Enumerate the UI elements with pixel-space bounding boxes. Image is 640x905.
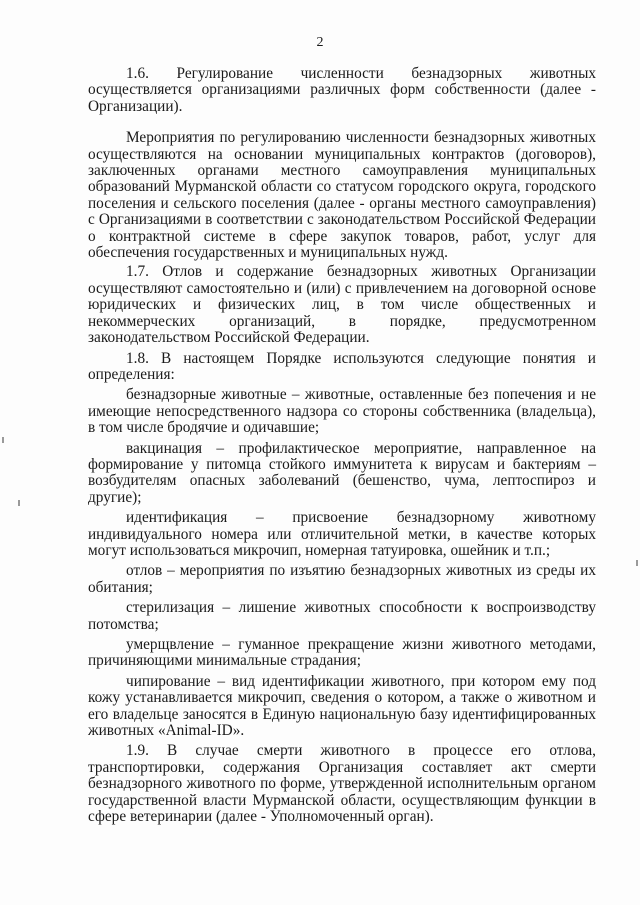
paragraph-1-6-measures: Мероприятия по регулированию численности безнадзорных животных осуществляются на основании муниципальных контрактов (договоров), заключенных органами местного самоуправления муниципальных образований Мурманской области со статусом городского округа, городского поселения и сельского поселения (далее - органы местного самоуправления) с Организациями в соответствии с законодательством Российской Федерации о контрактной системе в сфере закупок товаров, работ, услуг для обеспечения государственных и муниципальных нужд. <box>88 129 596 262</box>
definition-stray-animals: безнадзорные животные – животные, оставленные без попечения и не имеющие непосредственного надзора со стороны собственника (владельца), в том числе бродячие и одичавшие; <box>88 386 596 437</box>
definition-euthanasia: умерщвление – гуманное прекращение жизни животного методами, причиняющими минимальные страдания; <box>88 636 596 670</box>
paragraph-1-9: 1.9. В случае смерти животного в процессе его отлова, транспортировки, содержания Организация составляет акт смерти безнадзорного животного по форме, утвержденной исполнительным органом государственной власти Мурманской области, осуществляющим функции в сфере ветеринарии (далее - Уполномоченный орган). <box>88 742 596 826</box>
paragraph-1-8: 1.8. В настоящем Порядке используются следующие понятия и определения: <box>88 349 596 383</box>
scan-edge-mark <box>636 560 638 566</box>
scan-edge-mark <box>18 500 20 506</box>
definition-identification: идентификация – присвоение безнадзорному животному индивидуального номера или отличительной метки, в качестве которых могут использоваться микрочип, номерная татуировка, ошейник и т.п.; <box>88 509 596 559</box>
scan-edge-mark <box>2 437 4 443</box>
paragraph-1-6: 1.6. Регулирование численности безнадзорных животных осуществляется организациями различных форм собственности (далее - Организации). <box>88 65 596 115</box>
definition-vaccination: вакцинация – профилактическое мероприятие, направленное на формирование у питомца стойкого иммунитета к вирусам и бактериям – возбудителям опасных заболеваний (бешенство, чума, лептоспироз и другие); <box>88 439 596 506</box>
definition-sterilization: стерилизация – лишение животных способности к воспроизводству потомства; <box>88 599 596 633</box>
definition-capture: отлов – мероприятия по изъятию безнадзорных животных из среды их обитания; <box>88 562 596 596</box>
definition-chipping: чипирование – вид идентификации животного, при котором ему под кожу устанавливается микрочип, сведения о котором, а также о животном и его владельце заносятся в Единую национальную базу идентифицированных животных «Animal-ID». <box>88 672 596 740</box>
paragraph-1-7: 1.7. Отлов и содержание безнадзорных животных Организации осуществляют самостоятельно и (или) с привлечением на договорной основе юридических и физических лиц, в том числе общественных и некоммерческих организаций, в порядке, предусмотренном законодательством Российской Федерации. <box>88 263 596 347</box>
page-number: 2 <box>316 35 324 50</box>
document-body <box>88 66 596 825</box>
